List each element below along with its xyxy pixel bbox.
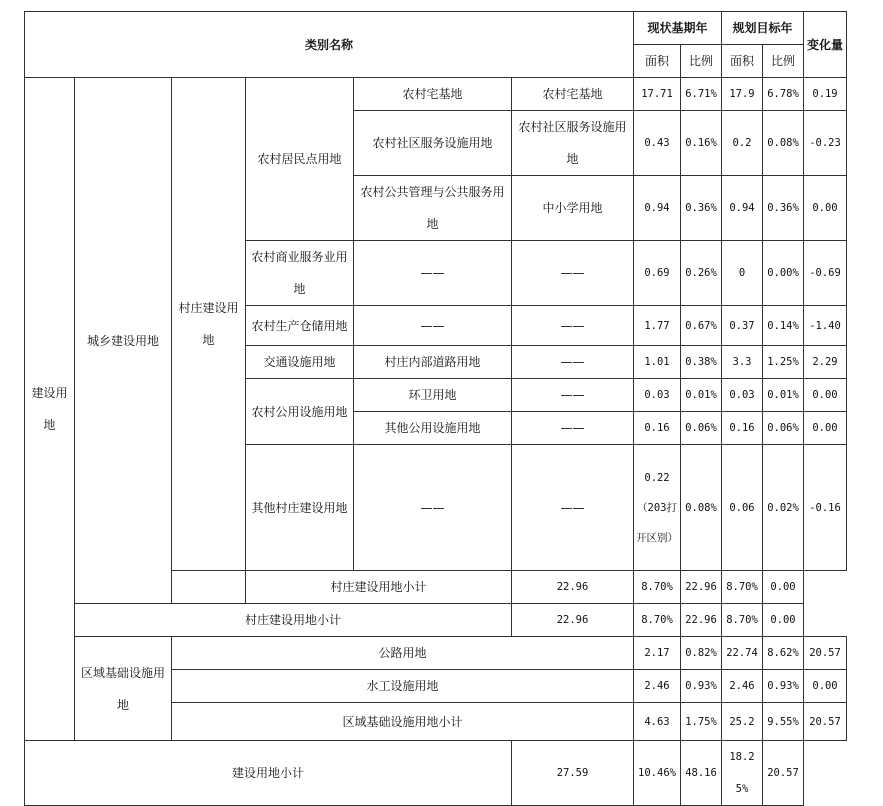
target-area: 0.03: [722, 379, 763, 412]
change-value: 0.00: [804, 670, 847, 703]
change-value: 20.57: [804, 637, 847, 670]
current-ratio: 0.16%: [681, 111, 722, 176]
l6-label: ——: [512, 346, 634, 379]
current-ratio: 0.08%: [681, 445, 722, 571]
l6-label: 中小学用地: [512, 176, 634, 241]
target-ratio: 1.25%: [763, 346, 804, 379]
current-area: 0.16: [634, 412, 681, 445]
current-ratio: 0.93%: [681, 670, 722, 703]
subtotal-label: 村庄建设用地小计: [246, 571, 512, 604]
target-ratio: 0.00%: [763, 241, 804, 306]
current-ratio: 0.82%: [681, 637, 722, 670]
target-ratio: 0.08%: [763, 111, 804, 176]
target-area: 0: [722, 241, 763, 306]
l5-label: 其他公用设施用地: [354, 412, 512, 445]
l5-label: ——: [354, 241, 512, 306]
change-value: 2.29: [804, 346, 847, 379]
target-area: 3.3: [722, 346, 763, 379]
target-area: 48.16: [681, 741, 722, 806]
change-value: -0.16: [804, 445, 847, 571]
target-ratio: 18.25%: [722, 741, 763, 806]
target-ratio: 6.78%: [763, 78, 804, 111]
l5-label: 村庄内部道路用地: [354, 346, 512, 379]
target-ratio: 9.55%: [763, 703, 804, 741]
change-value: 0.00: [804, 176, 847, 241]
target-ratio: 8.70%: [722, 571, 763, 604]
current-area: 0.43: [634, 111, 681, 176]
group-regional-infra: 区域基础设施用地: [75, 637, 172, 741]
target-ratio: 8.70%: [722, 604, 763, 637]
l4-label: 农村公用设施用地: [246, 379, 354, 445]
current-area-header: 面积: [634, 45, 681, 78]
l4-label: 农村生产仓储用地: [246, 306, 354, 346]
l5-label: ——: [354, 445, 512, 571]
target-area: 0.2: [722, 111, 763, 176]
regional-label: 公路用地: [172, 637, 634, 670]
change-value: 0.00: [763, 571, 804, 604]
target-area: 22.96: [681, 604, 722, 637]
l5-label: 农村宅基地: [354, 78, 512, 111]
target-area-header: 面积: [722, 45, 763, 78]
current-ratio: 0.06%: [681, 412, 722, 445]
target-area: 0.94: [722, 176, 763, 241]
target-area: 22.96: [681, 571, 722, 604]
target-ratio: 8.62%: [763, 637, 804, 670]
current-area: 17.71: [634, 78, 681, 111]
subtotal-label: 村庄建设用地小计: [75, 604, 512, 637]
current-area: 22.96: [512, 571, 634, 604]
target-area: 22.74: [722, 637, 763, 670]
change-value: 20.57: [804, 703, 847, 741]
current-ratio: 0.38%: [681, 346, 722, 379]
target-ratio: 0.01%: [763, 379, 804, 412]
l6-label: ——: [512, 412, 634, 445]
current-area: 27.59: [512, 741, 634, 806]
l6-label: ——: [512, 379, 634, 412]
l5-label: ——: [354, 306, 512, 346]
current-ratio: 8.70%: [634, 604, 681, 637]
blank-cell: [172, 571, 246, 604]
current-ratio: 0.26%: [681, 241, 722, 306]
current-area: 0.69: [634, 241, 681, 306]
current-area: 2.46: [634, 670, 681, 703]
change-value: 0.19: [804, 78, 847, 111]
land-use-table: [24, 11, 847, 806]
current-area: 0.22（203打开区别）: [634, 445, 681, 571]
l6-label: ——: [512, 241, 634, 306]
target-area: 2.46: [722, 670, 763, 703]
target-ratio-header: 比例: [763, 45, 804, 78]
change-value: -0.23: [804, 111, 847, 176]
target-ratio: 0.14%: [763, 306, 804, 346]
l6-label: 农村宅基地: [512, 78, 634, 111]
group-urban-rural: 城乡建设用地: [75, 78, 172, 604]
current-ratio: 1.75%: [681, 703, 722, 741]
target-area: 25.2: [722, 703, 763, 741]
target-ratio: 0.06%: [763, 412, 804, 445]
l4-label: 农村商业服务业用地: [246, 241, 354, 306]
l6-label: 农村社区服务设施用地: [512, 111, 634, 176]
target-area: 0.16: [722, 412, 763, 445]
current-ratio: 0.36%: [681, 176, 722, 241]
current-area: 22.96: [512, 604, 634, 637]
target-area: 0.37: [722, 306, 763, 346]
current-area: 1.01: [634, 346, 681, 379]
target-area: 17.9: [722, 78, 763, 111]
current-ratio: 0.01%: [681, 379, 722, 412]
target-ratio: 0.93%: [763, 670, 804, 703]
target-ratio: 0.36%: [763, 176, 804, 241]
change-value: -1.40: [804, 306, 847, 346]
current-area: 0.03: [634, 379, 681, 412]
l5-label: 环卫用地: [354, 379, 512, 412]
total-label: 建设用地小计: [25, 741, 512, 806]
category-header: 类别名称: [25, 12, 634, 78]
current-area: 0.94: [634, 176, 681, 241]
current-ratio: 10.46%: [634, 741, 681, 806]
change-value: -0.69: [804, 241, 847, 306]
change-header: 变化量: [804, 12, 847, 78]
group-village-construction: 村庄建设用地: [172, 78, 246, 571]
current-ratio: 6.71%: [681, 78, 722, 111]
regional-label: 水工设施用地: [172, 670, 634, 703]
l5-label: 农村公共管理与公共服务用地: [354, 176, 512, 241]
current-ratio-header: 比例: [681, 45, 722, 78]
target-area: 0.06: [722, 445, 763, 571]
l6-label: ——: [512, 306, 634, 346]
current-ratio: 0.67%: [681, 306, 722, 346]
l4-label: 其他村庄建设用地: [246, 445, 354, 571]
current-area: 2.17: [634, 637, 681, 670]
group-construction-land: 建设用地: [25, 78, 75, 741]
target-ratio: 0.02%: [763, 445, 804, 571]
current-ratio: 8.70%: [634, 571, 681, 604]
current-year-header: 现状基期年: [634, 12, 722, 45]
current-area: 4.63: [634, 703, 681, 741]
change-value: 0.00: [804, 412, 847, 445]
change-value: 0.00: [804, 379, 847, 412]
change-value: 20.57: [763, 741, 804, 806]
l4-label: 农村居民点用地: [246, 78, 354, 241]
current-area: 1.77: [634, 306, 681, 346]
l5-label: 农村社区服务设施用地: [354, 111, 512, 176]
target-year-header: 规划目标年: [722, 12, 804, 45]
l4-label: 交通设施用地: [246, 346, 354, 379]
change-value: 0.00: [763, 604, 804, 637]
l6-label: ——: [512, 445, 634, 571]
regional-label: 区域基础设施用地小计: [172, 703, 634, 741]
